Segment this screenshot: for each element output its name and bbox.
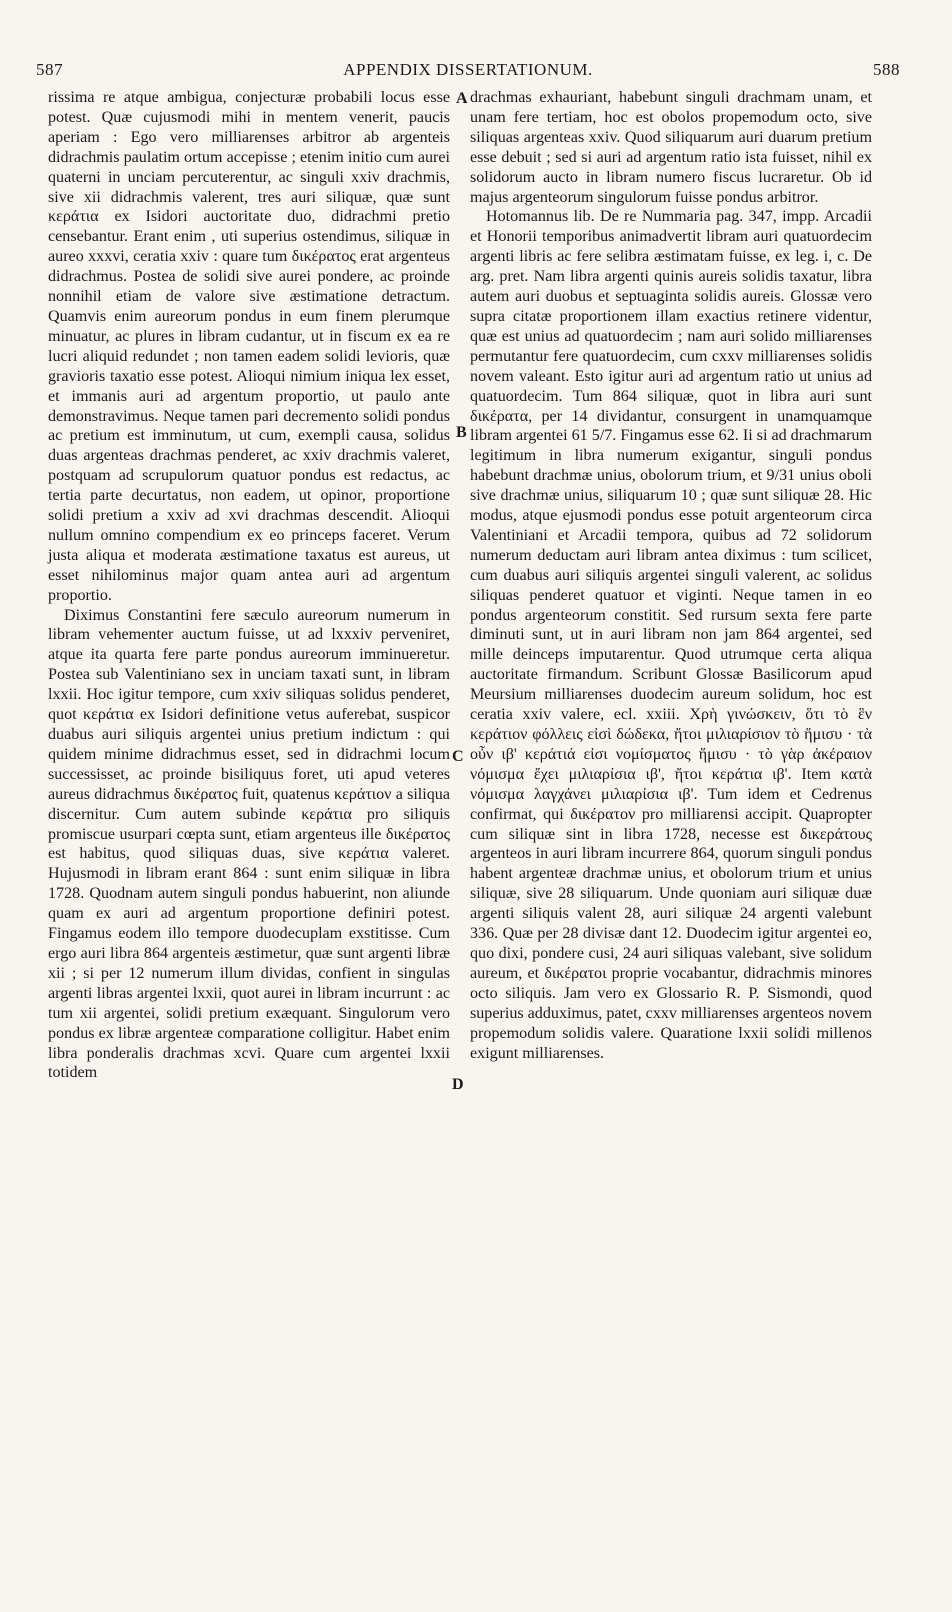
right-paragraph-1: drachmas exhauriant, habebunt singuli drachmam unam, et unam fere tertiam, hoc est obolos propemodum octo, sive siliquas argenteas xxiv. Quod siliquarum auri duarum pretium esse debuit ; sed si auri ad argentum ratio ista fuisset, nihil ex solidorum aucto in libram numero fiscus lucraretur. Ob id majus argenteorum singulorum fuisse pondus arbitror. <box>470 89 872 206</box>
margin-marker-a: A <box>456 90 468 107</box>
running-header <box>36 60 900 82</box>
margin-marker-d: D <box>452 1076 464 1093</box>
left-paragraph-2: Diximus Constantini fere sæculo aureorum numerum in libram vehementer auctum fuisse, ut ad lxxxiv perveniret, atque ita quarta fere parte pondus aureorum imminueretur. Postea sub Valentiniano sex in unciam taxati sunt, in libram lxxii. Hoc igitur tempore, cum xxiv siliquas solidus penderet, quot κεράτια ex Isidori definitione vetus auferebat, suspicor duabus auri siliquis argentei unius pretium indictum : qui quidem minime didrachmus esset, sed in didrachmi locum successisset, ac proinde bisiliquus foret, uti apud veteres aureus didrachmus δικέρατος fuit, quatenus κεράτιον a siliqua discernitur. Cum autem subinde κεράτια pro siliquis promiscue usurpari cœpta sunt, etiam argenteus ille δικέρατος est habitus, quod siliquas duas, sive κεράτια valeret. Hujusmodi in libram erant 864 : sunt enim siliquæ in libra 1728. Quodnam autem singuli pondus habuerint, non aliunde quam ex auri ad argentum proportione definiri potest. Fingamus eodem illo tempore duodecuplam exstitisse. Cum ergo auri libra 864 argenteis æstimetur, quæ sunt argenti libræ xii ; si per 12 numerum illum dividas, confient in singulas argenti libras argentei lxxii, quot aurei in libram incurrunt : ac tum xii argentei, solidi pretium exæquant. Singulorum vero pondus ex libræ argenteæ comparatione colligitur. Habet enim libra ponderalis drachmas xcvi. Quare cum argentei lxxii totidem <box>48 606 450 1082</box>
right-paragraph-2: Hotomannus lib. De re Nummaria pag. 347, impp. Arcadii et Honorii temporibus animadvertit libram auri quatuordecim argenti libris ac fere selibra æstimatam fuisse, ex leg. i, c. De arg. pret. Nam libra argenti quinis aureis solidis taxatur, libra autem auri duobus et septuaginta solidis aureis. Glossæ vero supra citatæ proportionem illam exactius retinere videntur, quæ est unius ad quatuordecim ; nam auri solido milliarenses permutantur fere quatuordecim, cum cxxv milliarenses solidis novem valeant. Esto igitur auri ad argentum ratio ut unius ad quatuordecim. Tum 864 siliquæ, quot in libra auri sunt δικέρατα, per 14 dividantur, consurgent in unamquamque libram argentei 61 5/7. Fingamus esse 62. Ii si ad drachmarum legitimum in libra numerum exigantur, singuli pondus habebunt drachmæ unius, obolorum trium, et 9/31 unius oboli sive drachmæ unius, siliquarum 10 ; quæ sunt siliquæ 28. Hic modus, atque ejusmodi pondus esse potuit argenteorum circa Valentiniani et Arcadii tempora, quibus ad 72 solidorum numerum deductam auri libram antea diximus : tum scilicet, cum duabus auri siliquis argentei singuli valerent, ac solidus siliquas penderet quatuor et viginti. Neque tamen in eo pondus argenteorum constitit. Sed rursum sexta fere parte diminuti sunt, ut in auri libram non jam 864 argentei, sed mille deinceps imputarentur. Quod utrumque certa aliqua auctoritate firmandum. Scribunt Glossæ Basilicorum apud Meursium milliarenses duodecim aureum solidum, hoc est ceratia xxiv valere, ecl. xxiii. Χρὴ γινώσκειν, ὅτι τὸ ἓν κεράτιον φόλλεις εἰσὶ δώδεκα, ἤτοι μιλιαρίσιον τὸ ἥμισυ · τὰ οὖν ιβ' κεράτιά εἰσι νομίσματος ἥμισυ · τὸ γὰρ ἀκέραιον νόμισμα ἔχει μιλιαρίσια ιβ', ἤτοι κεράτια ιβ'. Item κατὰ νόμισμα λαγχάνει μιλιαρίσια ιβ'. Tum idem et Cedrenus confirmat, qui δικέρατον pro milliarensi accipit. Quapropter cum siliquæ sint in libra 1728, necesse est δικεράτους argenteos in auri libram incurrere 864, quorum singuli pondus habent argenteæ drachmæ unius, et obolorum trium et unius siliquæ, sive 28 siliquarum. Unde quoniam auri siliquæ duæ argenti siliquis valent 28, auri siliquæ 24 argenti valebunt 336. Quæ per 28 divisæ dant 12. Duodecim igitur argentei eo, quo dixi, pondere cusi, 24 auri siliquas valebant, sive solidum aureum, et δικέρατοι proprie vocabantur, didrachmis minores octo siliquis. Jam vero ex Glossario R. P. Sismondi, quod superius adduximus, patet, cxxv milliarenses argenteos novem propemodum solidis valere. Quaratione lxxii solidi millenos exigunt milliarenses. <box>470 208 872 1062</box>
margin-marker-b: B <box>456 424 467 441</box>
page-number-left: 587 <box>36 60 63 79</box>
page-number-right: 588 <box>873 60 900 79</box>
left-column <box>48 88 450 1083</box>
right-column <box>470 88 872 1063</box>
running-title: APPENDIX DISSERTATIONUM. <box>343 60 593 79</box>
margin-marker-c: C <box>452 748 464 765</box>
left-paragraph-1: rissima re atque ambigua, conjecturæ probabili locus esse potest. Quæ cujusmodi mihi in mentem venerit, paucis aperiam : Ego vero milliarenses arbitror ab argenteis didrachmis paulatim ortum accepisse ; etenim initio cum aurei quaterni in unciam percuterentur, ac singuli xxiv drachmis, sive xii didrachmis valerent, tres auri siliquæ, quæ sunt κεράτια ex Isidori auctoritate duo, didrachmi pretio censebantur. Erant enim , uti superius ostendimus, siliquæ in aureo xxxvi, ceratia xxiv : quare tum δικέρατος erat argenteus didrachmus. Postea de solidi sive aurei pondere, ac proinde nonnihil etiam de valore sive æstimatione detractum. Quamvis enim aureorum pondus in eum finem plerumque minuatur, ac plures in libram cudantur, ut in fiscum ex ea re lucri aliquid redundet ; non tamen eadem solidi levioris, quæ gravioris taxatio esse potest. Alioqui nimium iniqua lex esset, et immanis auri ad argentum proportio, ut paulo ante demonstravimus. Neque tamen pari decremento solidi pondus ac pretium est imminutum, ut cum, exempli causa, solidus duas argenteas drachmas penderet, ac xxiv drachmis valeret, postquam ad scrupulorum quatuor pondus est redactus, ac tertia parte decurtatus, non eadem, ut opinor, proportione solidi pretium a xxiv ad xvi drachmas descendit. Alioqui nullum omnino compendium ex eo princeps faceret. Verum justa aliqua et moderata æstimatione taxatus est aureus, ut esset nihilominus major quam antea auri ad argentum proportio. <box>48 89 450 604</box>
